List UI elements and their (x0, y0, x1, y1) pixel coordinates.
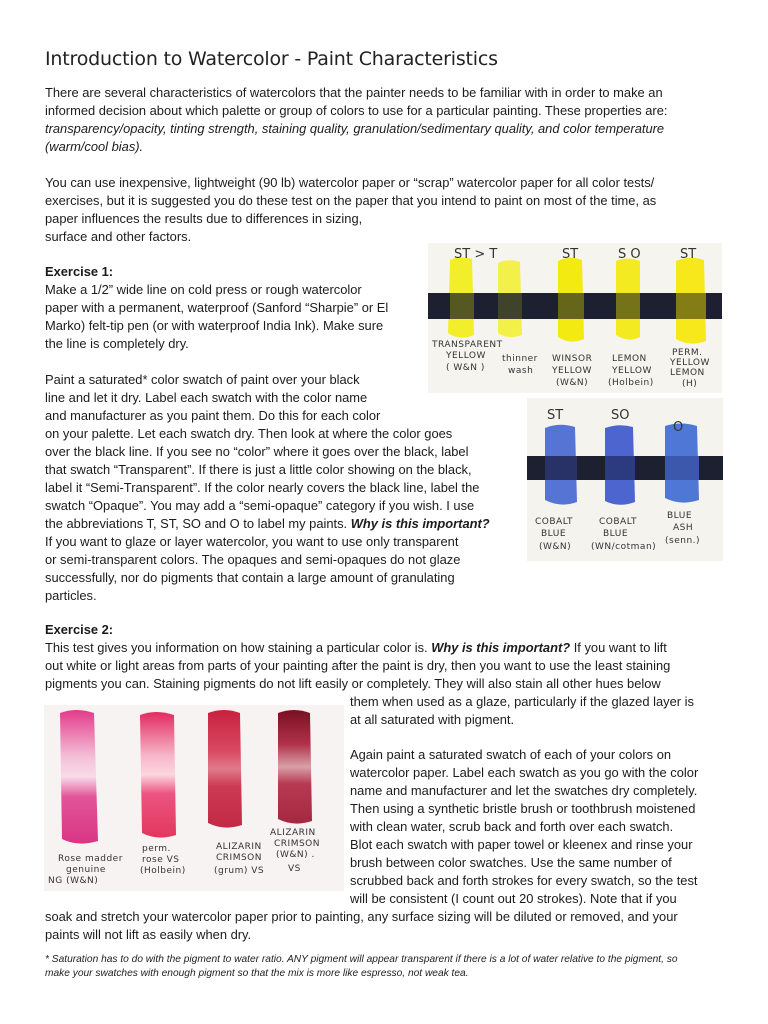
red-caption: genuine (66, 865, 106, 875)
exercise-2-intro (45, 639, 670, 693)
ex2-line: Then using a synthetic bristle brush or toothbrush moistened (350, 801, 696, 816)
intro-line: transparency/opacity, tinting strength, staining quality, granulation/sedimentary quality, and color temperature (45, 121, 665, 136)
paper-paragraph (45, 174, 656, 246)
ex2-line: Again paint a saturated swatch of each of your colors on (350, 747, 672, 762)
yellow-caption: YELLOW (446, 351, 486, 361)
paper-line: exercises, but it is suggested you do these test on the paper that you intend to paint on most of the time, as (45, 193, 657, 208)
intro-line: informed decision about which palette or group of colors to use for a particular painting. These properties are: (45, 103, 668, 118)
yellow-caption: PERM. (672, 348, 703, 358)
blue-caption: COBALT (535, 517, 573, 527)
yellow-caption: (Holbein) (608, 378, 654, 388)
red-swatches-photo (44, 705, 344, 891)
red-caption: CRIMSON (274, 839, 320, 849)
paper-line: surface and other factors. (45, 229, 192, 244)
yellow-top-label: S O (618, 247, 641, 262)
exercise-2-body-cont (45, 908, 678, 944)
ex1-line: line and let it dry. Label each swatch with the color name (45, 390, 368, 405)
footnote-line: make your swatches with enough pigment so that the mix is more like espresso, not weak tea. (45, 968, 469, 979)
ex2-line: scrubbed back and forth strokes for every swatch, so the test (350, 873, 698, 888)
footnote (45, 953, 678, 981)
ex1-line: successfully, nor do pigments that contain a large amount of granulating (45, 570, 455, 585)
ex1-line: over the black line. If you see no “color” where it goes over the black, label (45, 444, 469, 459)
yellow-caption: LEMON (612, 354, 647, 364)
exercise-2-body (350, 746, 698, 908)
ex1-line: and manufacturer as you paint them. Do this for each color (45, 408, 381, 423)
ex1-line: Paint a saturated* color swatch of paint over your black (45, 372, 360, 387)
yellow-top-label: ST > T (454, 247, 498, 262)
why-important-emphasis: Why is this important? (431, 640, 571, 655)
ex2-line: them when used as a glaze, particularly if the glazed layer is (350, 694, 694, 709)
yellow-caption: LEMON (670, 368, 705, 378)
ex2-line: name and manufacturer and let the swatches dry completely. (350, 783, 698, 798)
yellow-swatches-photo (428, 243, 722, 393)
blue-top-label: O (673, 420, 684, 435)
red-caption: rose VS (142, 855, 180, 865)
ex1-line: Marko) felt-tip pen (or with waterproof India Ink). Make sure (45, 318, 384, 333)
ex2-line: brush between color swatches. Use the same number of (350, 855, 672, 870)
yellow-top-label: ST (680, 247, 697, 262)
why-important-emphasis: Why is this important? (350, 516, 490, 531)
ex2-line: at all saturated with pigment. (350, 712, 515, 727)
blue-swatches-photo (527, 398, 723, 561)
ex2-line: watercolor paper. Label each swatch as you go with the color (350, 765, 699, 780)
blue-caption: (WN/cotman) (591, 542, 657, 552)
yellow-caption: YELLOW (670, 358, 710, 368)
ex2-line: paints will not lift as easily when dry. (45, 927, 252, 942)
ex1-line: or semi-transparent colors. The opaques and semi-opaques do not glaze (45, 552, 461, 567)
ex2-line: with clean water, scrub back and forth over each swatch. (350, 819, 674, 834)
blue-top-label: ST (547, 408, 564, 423)
red-caption: VS (288, 864, 301, 874)
red-caption: (grum) VS (214, 866, 265, 876)
yellow-caption: (W&N) (556, 378, 589, 388)
yellow-caption: (H) (682, 379, 698, 389)
blue-caption: BLUE (541, 529, 567, 539)
blue-caption: (senn.) (665, 536, 701, 546)
ex2-line: out white or light areas from parts of your painting after the paint is dry, then you want to use the least staining (45, 658, 671, 673)
blue-caption: (W&N) (539, 542, 572, 552)
ex1-line: If you want to glaze or layer watercolor, you want to use only transparent (45, 534, 459, 549)
red-caption: CRIMSON (216, 853, 262, 863)
yellow-top-label: ST (562, 247, 579, 262)
ex2-line: This test gives you information on how staining a particular color is. Why is this important? If you want to lift (45, 640, 667, 655)
intro-line: (warm/cool bias). (45, 139, 144, 154)
exercise-2-intro-cont (350, 693, 694, 729)
intro-line: There are several characteristics of watercolors that the painter needs to be familiar with in order to make an (45, 85, 663, 100)
exercise-1-intro (45, 281, 388, 353)
intro-paragraph (45, 84, 667, 156)
red-caption: Rose madder (58, 854, 123, 864)
ex1-line: on your palette. Let each swatch dry. Then look at where the color goes (45, 426, 453, 441)
yellow-caption: YELLOW (552, 366, 592, 376)
red-caption: perm. (142, 844, 171, 854)
ex2-line: Blot each swatch with paper towel or kleenex and rinse your (350, 837, 693, 852)
blue-caption: COBALT (599, 517, 637, 527)
ex1-line: the abbreviations T, ST, SO and O to label my paints. Why is this important? (45, 516, 490, 531)
ex1-line: swatch “Opaque”. You may add a “semi-opaque” category if you wish. I use (45, 498, 475, 513)
page-title: Introduction to Watercolor - Paint Characteristics (45, 48, 498, 70)
exercise-1-heading: Exercise 1: (45, 264, 114, 279)
paper-line: paper influences the results due to differences in sizing, (45, 211, 363, 226)
exercise-2-heading: Exercise 2: (45, 622, 114, 637)
red-caption: ALIZARIN (216, 842, 262, 852)
red-swatch-4 (278, 710, 312, 824)
ex1-line: label it “Semi-Transparent”. If the color nearly covers the black line, label the (45, 480, 480, 495)
blue-caption: BLUE (603, 529, 629, 539)
paper-line: You can use inexpensive, lightweight (90 lb) watercolor paper or “scrap” watercolor paper for all color tests/ (45, 175, 655, 190)
ex1-line: Make a 1/2” wide line on cold press or rough watercolor (45, 282, 362, 297)
yellow-caption: thinner (502, 354, 538, 364)
ex1-line: particles. (45, 588, 97, 603)
ex2-line: will be consistent (I count out 20 strokes). Note that if you (350, 891, 677, 906)
blue-caption: BLUE (667, 511, 693, 521)
ex2-line: soak and stretch your watercolor paper prior to painting, any surface sizing will be diluted or removed, and your (45, 909, 678, 924)
red-swatch-1 (60, 710, 98, 844)
ex1-line: paper with a permanent, waterproof (Sanford “Sharpie” or El (45, 300, 389, 315)
red-caption: ALIZARIN (270, 828, 316, 838)
red-swatch-3 (208, 710, 242, 828)
yellow-caption: wash (508, 366, 534, 376)
red-caption: (W&N) . (276, 850, 315, 860)
yellow-caption: ( W&N ) (446, 363, 485, 373)
red-caption: NG (W&N) (48, 876, 99, 886)
footnote-line: * Saturation has to do with the pigment to water ratio. ANY pigment will appear transparent if there is a lot of water relative to the pigment, so (45, 954, 678, 965)
yellow-caption: WINSOR (552, 354, 593, 364)
red-caption: (Holbein) (140, 866, 186, 876)
ex1-line: that swatch “Transparent”. If there is just a little color showing on the black, (45, 462, 472, 477)
blue-caption: ASH (673, 523, 694, 533)
yellow-caption: TRANSPARENT (432, 340, 503, 350)
blue-top-label: SO (611, 408, 630, 423)
yellow-caption: YELLOW (612, 366, 652, 376)
ex2-line: pigments you can. Staining pigments do not lift easily or completely. They will also stain all other hues below (45, 676, 661, 691)
ex1-line: the line is completely dry. (45, 336, 189, 351)
red-swatch-2 (140, 712, 176, 838)
exercise-1-body (45, 371, 490, 605)
